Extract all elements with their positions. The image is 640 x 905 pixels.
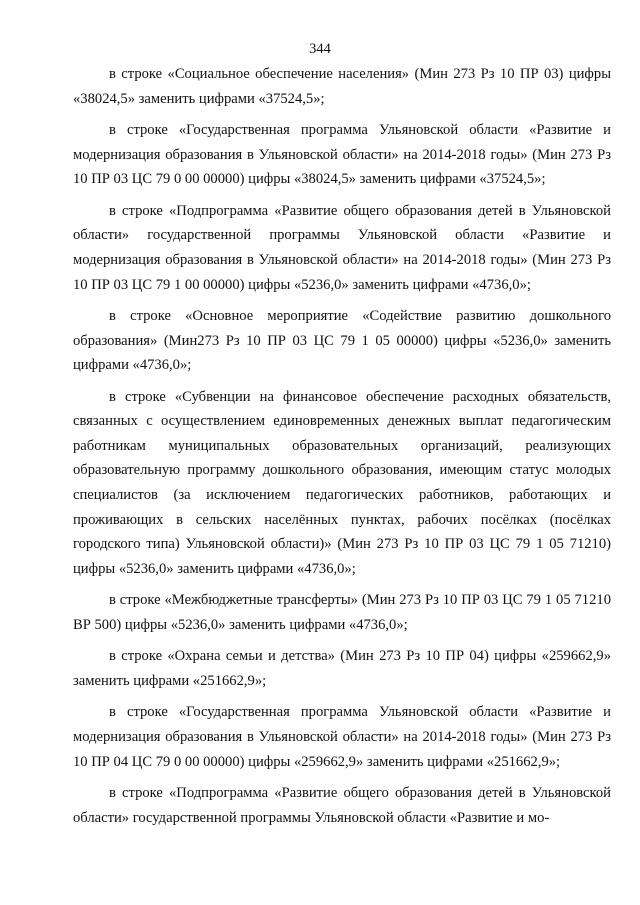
paragraph-social-security: в строке «Социальное обеспечение населения» (Мин 273 Рз 10 ПР 03) цифры «38024,5» заменить цифрами «37524,5»; xyxy=(73,66,611,107)
paragraph-preschool-measure: в строке «Основное мероприятие «Содействие развитию дошкольного образования» (Мин273 Рз 10 ПР 03 ЦС 79 1 05 00000) цифры «5236,0» заменить цифрами «4736,0»; xyxy=(73,308,611,374)
page-number: 344 xyxy=(309,41,331,57)
document-body xyxy=(73,62,611,837)
paragraph-state-program-04: в строке «Государственная программа Ульяновской области «Развитие и модернизация образования в Ульяновской области» на 2014-2018 годы» (Мин 273 Рз 10 ПР 04 ЦС 79 0 00 00000) цифры «259662,9» заменить цифрами «251662,9»; xyxy=(73,704,611,770)
paragraph-interbudget-transfers: в строке «Межбюджетные трансферты» (Мин 273 Рз 10 ПР 03 ЦС 79 1 05 71210 ВР 500) цифры «5236,0» заменить цифрами «4736,0»; xyxy=(73,592,611,633)
paragraph-subprogram-04: в строке «Подпрограмма «Развитие общего образования детей в Ульяновской области» государственной программы Ульяновской области «Развитие и мо- xyxy=(73,785,611,826)
paragraph-subprogram-03: в строке «Подпрограмма «Развитие общего образования детей в Ульяновской области» государственной программы Ульяновской области «Развитие и модернизация образования в Ульяновской области» на 2014-2018 годы» (Мин 273 Рз 10 ПР 03 ЦС 79 1 00 00000) цифры «5236,0» заменить цифрами «4736,0»; xyxy=(73,202,611,293)
paragraph-family-childhood: в строке «Охрана семьи и детства» (Мин 273 Рз 10 ПР 04) цифры «259662,9» заменить цифрами «251662,9»; xyxy=(73,648,611,689)
paragraph-state-program-03: в строке «Государственная программа Ульяновской области «Развитие и модернизация образования в Ульяновской области» на 2014-2018 годы» (Мин 273 Рз 10 ПР 03 ЦС 79 0 00 00000) цифры «38024,5» заменить цифрами «37524,5»; xyxy=(73,122,611,188)
paragraph-subventions: в строке «Субвенции на финансовое обеспечение расходных обязательств, связанных с осуществлением единовременных денежных выплат педагогическим работникам муниципальных образовательных организаций, реализующих образовательную программу дошкольного образования, имеющим статус молодых специалистов (за исключением педагогических работников, работающих и проживающих в сельских населённых пунктах, рабочих посёлках (посёлках городского типа) Ульяновской области)» (Мин 273 Рз 10 ПР 03 ЦС 79 1 05 71210) цифры «5236,0» заменить цифрами «4736,0»; xyxy=(73,388,611,577)
